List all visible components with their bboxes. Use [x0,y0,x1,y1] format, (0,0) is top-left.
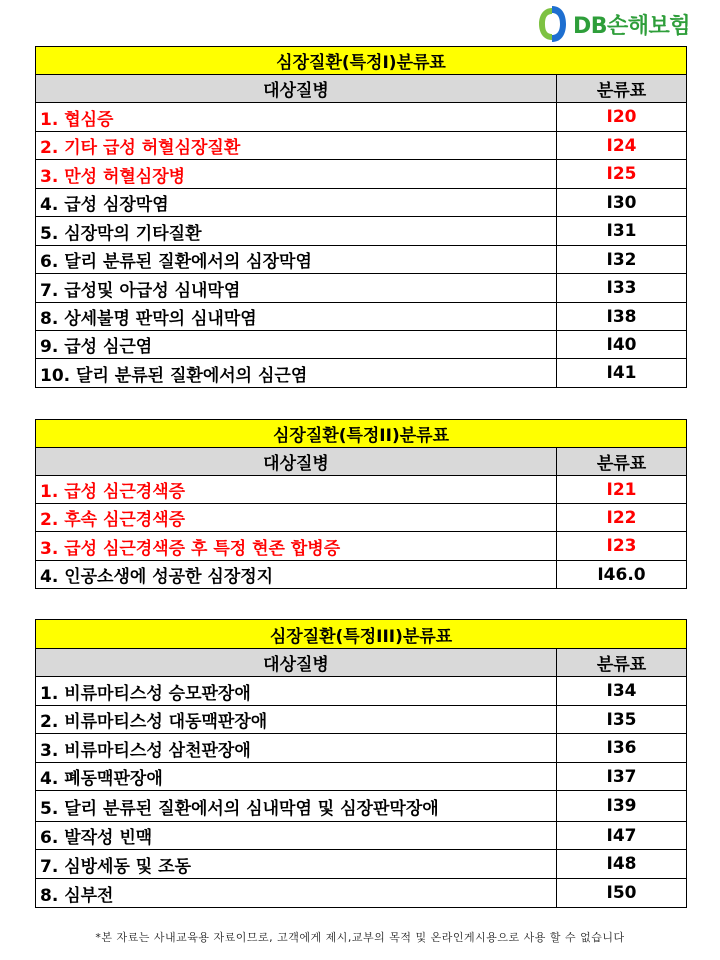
disease-code: I36 [557,734,687,763]
table-title: 심장질환(특정II)분류표 [36,420,687,448]
table-row [36,734,687,763]
table-row [36,274,687,303]
table-row [36,879,687,908]
table-row [36,103,687,132]
company-logo [535,4,690,44]
column-header-disease: 대상질병 [36,448,557,476]
disease-code: I34 [557,677,687,706]
table-header-row [36,448,687,476]
disease-code: I23 [557,532,687,561]
disease-code: I37 [557,763,687,791]
column-header-code: 분류표 [557,448,687,476]
column-header-disease: 대상질병 [36,649,557,677]
disease-name: 4. 급성 심장막염 [36,189,557,217]
table-header-row [36,75,687,103]
classification-table-1 [35,46,687,388]
disease-code: I33 [557,274,687,303]
disease-name: 2. 후속 심근경색증 [36,504,557,532]
table-title: 심장질환(특정III)분류표 [36,620,687,649]
disease-name: 2. 비류마티스성 대동맥판장애 [36,706,557,734]
table-row [36,504,687,532]
table-row [36,217,687,246]
disease-code: I22 [557,504,687,532]
table-row [36,160,687,189]
classification-table-2 [35,419,687,589]
table-title: 심장질환(특정I)분류표 [36,47,687,75]
disease-code: I32 [557,246,687,274]
table-row [36,359,687,388]
disease-name: 7. 심방세동 및 조동 [36,850,557,879]
disease-name: 7. 급성및 아급성 심내막염 [36,274,557,303]
disease-name: 5. 심장막의 기타질환 [36,217,557,246]
db-logo-icon [535,4,569,44]
disease-name: 6. 달리 분류된 질환에서의 심장막염 [36,246,557,274]
disease-code: I50 [557,879,687,908]
table-row [36,476,687,504]
disease-name: 10. 달리 분류된 질환에서의 심근염 [36,359,557,388]
disease-code: I48 [557,850,687,879]
table-row [36,677,687,706]
disease-name: 4. 인공소생에 성공한 심장정지 [36,561,557,589]
disease-code: I41 [557,359,687,388]
classification-table-3 [35,619,687,908]
table-row [36,331,687,359]
disease-code: I25 [557,160,687,189]
logo-text: DB손해보험 [572,13,690,39]
disease-name: 1. 협심증 [36,103,557,132]
table-row [36,822,687,850]
disease-name: 5. 달리 분류된 질환에서의 심내막염 및 심장판막장애 [36,791,557,822]
disease-name: 4. 폐동맥판장애 [36,763,557,791]
table-row [36,850,687,879]
table-row [36,132,687,160]
disease-code: I39 [557,791,687,822]
footer-disclaimer: *본 자료는 사내교육용 자료이므로, 고객에게 제시,교부의 목적 및 온라인게시용으로 사용 할 수 없습니다 [95,931,625,944]
disease-name: 1. 비류마티스성 승모판장애 [36,677,557,706]
table-header-row [36,649,687,677]
disease-code: I47 [557,822,687,850]
disease-name: 2. 기타 급성 허혈심장질환 [36,132,557,160]
disease-code: I38 [557,303,687,331]
column-header-disease: 대상질병 [36,75,557,103]
column-header-code: 분류표 [557,649,687,677]
disease-code: I40 [557,331,687,359]
table-row [36,189,687,217]
disease-name: 9. 급성 심근염 [36,331,557,359]
disease-name: 1. 급성 심근경색증 [36,476,557,504]
table-title-row [36,420,687,448]
table-row [36,763,687,791]
table-row [36,561,687,589]
table-title-row [36,47,687,75]
disease-code: I24 [557,132,687,160]
table-row [36,791,687,822]
disease-code: I21 [557,476,687,504]
table-title-row [36,620,687,649]
disease-name: 6. 발작성 빈맥 [36,822,557,850]
disease-code: I35 [557,706,687,734]
disease-code: I31 [557,217,687,246]
disease-code: I20 [557,103,687,132]
disease-code: I30 [557,189,687,217]
table-row [36,303,687,331]
table-row [36,532,687,561]
disease-name: 8. 상세불명 판막의 심내막염 [36,303,557,331]
disease-name: 3. 급성 심근경색증 후 특정 현존 합병증 [36,532,557,561]
disease-name: 3. 비류마티스성 삼천판장애 [36,734,557,763]
disease-code: I46.0 [557,561,687,589]
table-row [36,706,687,734]
column-header-code: 분류표 [557,75,687,103]
disease-name: 8. 심부전 [36,879,557,908]
table-row [36,246,687,274]
disease-name: 3. 만성 허혈심장병 [36,160,557,189]
